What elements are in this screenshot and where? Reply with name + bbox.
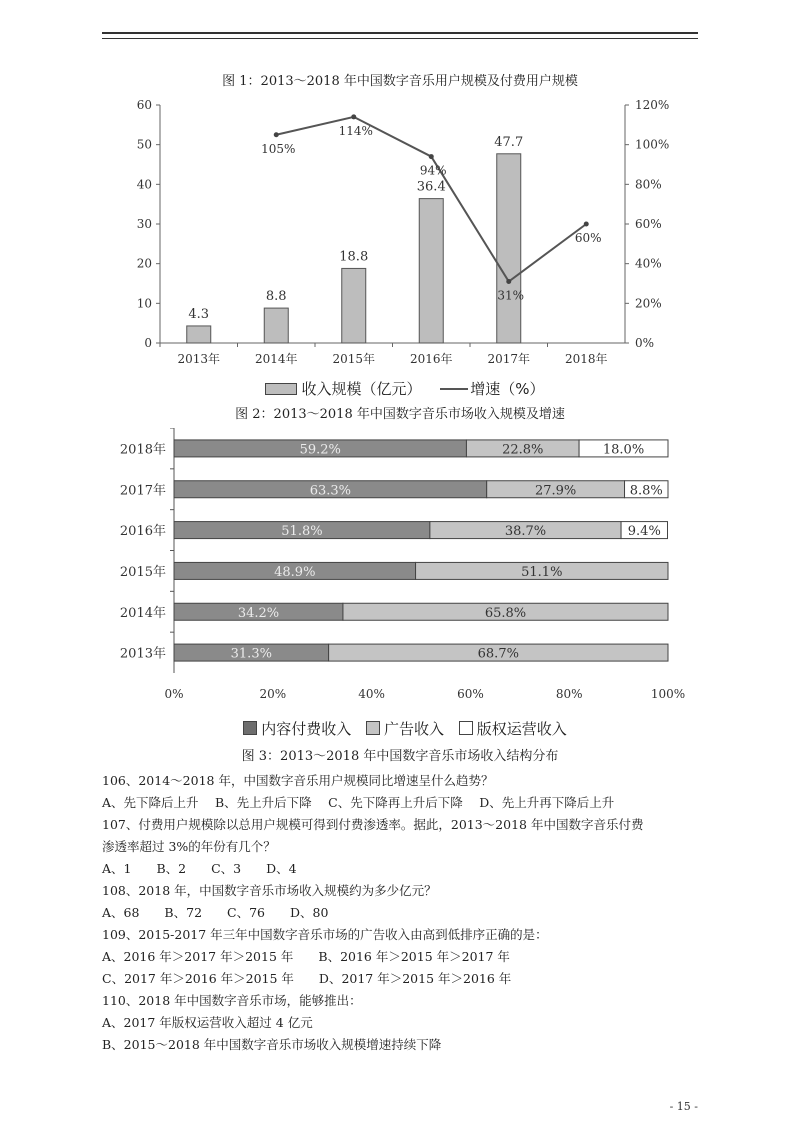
revenue-bar bbox=[497, 154, 521, 343]
ad-swatch bbox=[366, 721, 380, 735]
y-tick-label: 40 bbox=[136, 177, 152, 192]
category-label: 2016年 bbox=[119, 524, 166, 540]
category-label: 2018年 bbox=[119, 442, 166, 458]
structure-bar-label: 48.9% bbox=[274, 564, 316, 580]
chart1-legend bbox=[0, 378, 800, 399]
revenue-bar bbox=[264, 308, 288, 343]
growth-label: 31% bbox=[497, 288, 525, 303]
figure-2-title: 图 2：2013～2018 年中国数字音乐市场收入规模及增速 bbox=[235, 407, 565, 422]
revenue-bar-label: 36.4 bbox=[416, 179, 446, 195]
revenue-growth-chart bbox=[120, 95, 680, 375]
line-legend-swatch bbox=[440, 388, 468, 390]
question-line: A、1 B、2 C、3 D、4 bbox=[102, 861, 297, 876]
copyright-swatch bbox=[459, 721, 473, 735]
growth-label: 105% bbox=[261, 141, 296, 156]
y-tick-label: 0 bbox=[144, 336, 152, 350]
page-number: - 15 - bbox=[669, 1100, 698, 1113]
x-tick-label: 2018年 bbox=[564, 352, 608, 366]
revenue-bar bbox=[342, 268, 366, 343]
x-tick-label: 2014年 bbox=[254, 352, 298, 366]
structure-bar-label: 22.8% bbox=[502, 442, 544, 458]
growth-label: 60% bbox=[574, 231, 602, 245]
chart2-legend bbox=[0, 718, 800, 739]
growth-label: 114% bbox=[338, 123, 373, 138]
revenue-bar-label: 8.8 bbox=[265, 289, 287, 305]
line-legend-label: 增速（%） bbox=[470, 380, 545, 398]
y-tick-label: 30 bbox=[136, 217, 152, 231]
content-paid-swatch bbox=[243, 721, 257, 735]
y-tick-label: 10 bbox=[136, 296, 152, 311]
growth-point bbox=[429, 154, 434, 159]
x-tick-label: 2016年 bbox=[409, 352, 453, 366]
structure-bar-label: 18.0% bbox=[602, 442, 645, 458]
legend-content-paid: 内容付费收入 bbox=[261, 720, 352, 738]
question-line: 106、2014～2018 年，中国数字音乐用户规模同比增速呈什么趋势？ bbox=[102, 773, 494, 788]
question-line: 107、付费用户规模除以总用户规模可得到付费渗透率。据此，2013～2018 年中国数字音乐付费 bbox=[102, 817, 644, 832]
y2-tick-label: 80% bbox=[635, 177, 662, 192]
structure-bar-label: 63.3% bbox=[309, 483, 352, 499]
question-line: B、2015～2018 年中国数字音乐市场收入规模增速持续下降 bbox=[102, 1037, 442, 1052]
revenue-structure-chart bbox=[100, 428, 700, 708]
structure-bar-label: 9.4% bbox=[627, 524, 661, 540]
bar-legend-label: 收入规模（亿元） bbox=[301, 380, 422, 398]
question-line: 110、2018 年中国数字音乐市场，能够推出： bbox=[102, 993, 362, 1008]
growth-point bbox=[274, 132, 279, 137]
figure-1-title: 图 1：2013～2018 年中国数字音乐用户规模及付费用户规模 bbox=[222, 74, 578, 89]
structure-bar-label: 27.9% bbox=[534, 483, 577, 499]
question-line: A、2017 年版权运营收入超过 4 亿元 bbox=[102, 1015, 313, 1030]
question-line: C、2017 年＞2016 年＞2015 年 D、2017 年＞2015 年＞2016 年 bbox=[102, 971, 512, 986]
revenue-bar-label: 4.3 bbox=[188, 306, 210, 322]
question-line: A、先下降后上升 B、先上升后下降 C、先下降再上升后下降 D、先上升再下降后上升 bbox=[102, 795, 615, 810]
growth-point bbox=[351, 114, 356, 119]
question-line: 108、2018 年，中国数字音乐市场收入规模约为多少亿元？ bbox=[102, 883, 437, 898]
category-label: 2015年 bbox=[119, 564, 166, 580]
question-line: A、2016 年＞2017 年＞2015 年 B、2016 年＞2015 年＞2017 年 bbox=[102, 949, 510, 964]
y2-tick-label: 0% bbox=[635, 336, 655, 350]
figure-3-title: 图 3：2013～2018 年中国数字音乐市场收入结构分布 bbox=[241, 749, 559, 764]
growth-point bbox=[584, 222, 589, 227]
revenue-bar-label: 18.8 bbox=[339, 249, 369, 265]
revenue-bar bbox=[419, 199, 443, 343]
question-block bbox=[102, 770, 702, 1056]
structure-bar-label: 68.7% bbox=[477, 646, 519, 662]
structure-bar-label: 34.2% bbox=[237, 605, 280, 621]
structure-bar-label: 51.8% bbox=[281, 524, 323, 540]
x-tick-label: 100% bbox=[650, 687, 686, 701]
structure-bar-label: 65.8% bbox=[484, 605, 527, 621]
legend-ad: 广告收入 bbox=[383, 720, 444, 738]
question-line: 109、2015-2017 年三年中国数字音乐市场的广告收入由高到低排序正确的是： bbox=[102, 927, 548, 942]
y2-tick-label: 40% bbox=[635, 256, 662, 271]
question-line: A、68 B、72 C、76 D、80 bbox=[102, 905, 329, 920]
structure-bar-label: 51.1% bbox=[521, 564, 563, 580]
growth-point bbox=[506, 279, 511, 284]
structure-bar-label: 59.2% bbox=[299, 442, 341, 458]
y-tick-label: 50 bbox=[136, 137, 152, 152]
y-tick-label: 20 bbox=[136, 256, 152, 271]
question-line: 渗透率超过 3%的年份有几个？ bbox=[102, 839, 276, 854]
structure-bar-label: 8.8% bbox=[629, 483, 663, 499]
x-tick-label: 80% bbox=[555, 687, 583, 701]
category-label: 2014年 bbox=[119, 605, 166, 621]
y2-tick-label: 60% bbox=[635, 217, 662, 231]
x-tick-label: 0% bbox=[164, 687, 184, 701]
category-label: 2017年 bbox=[119, 483, 166, 499]
x-tick-label: 40% bbox=[358, 687, 385, 701]
y2-tick-label: 120% bbox=[635, 98, 670, 112]
x-tick-label: 60% bbox=[457, 687, 484, 701]
growth-label: 94% bbox=[419, 163, 447, 178]
y-tick-label: 60 bbox=[136, 98, 152, 112]
category-label: 2013年 bbox=[119, 646, 166, 662]
structure-bar-label: 38.7% bbox=[504, 524, 547, 540]
y2-tick-label: 100% bbox=[635, 137, 670, 152]
legend-copyright: 版权运营收入 bbox=[476, 720, 567, 738]
revenue-bar-label: 47.7 bbox=[494, 134, 524, 150]
bar-legend-swatch bbox=[265, 383, 297, 395]
x-tick-label: 2015年 bbox=[332, 352, 376, 366]
x-tick-label: 2017年 bbox=[487, 352, 531, 366]
revenue-bar bbox=[187, 326, 211, 343]
y2-tick-label: 20% bbox=[635, 296, 662, 311]
top-rule bbox=[102, 32, 698, 39]
structure-bar-label: 31.3% bbox=[230, 646, 272, 662]
x-tick-label: 2013年 bbox=[177, 352, 221, 366]
x-tick-label: 20% bbox=[259, 687, 287, 701]
